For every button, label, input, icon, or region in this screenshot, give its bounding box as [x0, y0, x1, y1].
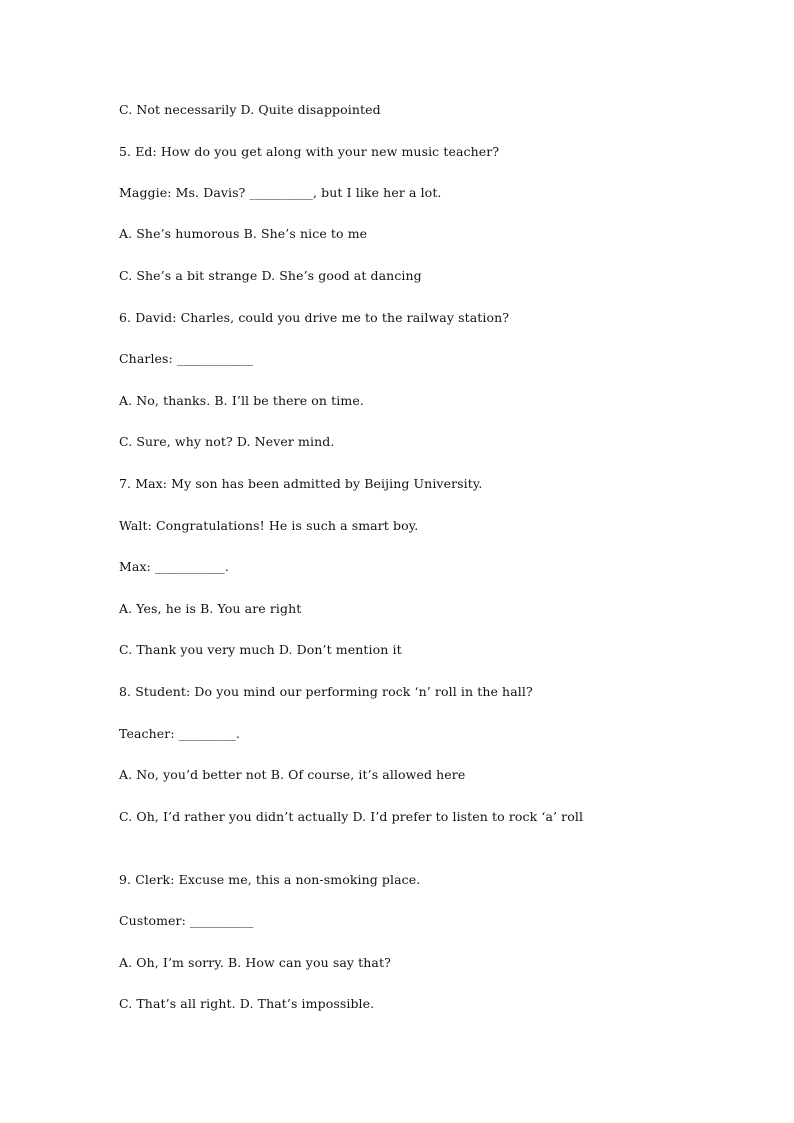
q6-options-cd: C. Sure, why not? D. Never mind.: [119, 434, 335, 449]
q5-response: Maggie: Ms. Davis? __________, but I like her a lot.: [119, 185, 442, 200]
q5-options-cd: C. She’s a bit strange D. She’s good at dancing: [119, 268, 422, 283]
q4-options-cd: C. Not necessarily D. Quite disappointed: [119, 102, 381, 117]
q9-response: Customer: __________: [119, 913, 254, 928]
q7-reply: Walt: Congratulations! He is such a smart boy.: [119, 518, 419, 533]
q7-options-cd: C. Thank you very much D. Don’t mention it: [119, 642, 402, 657]
q9-prompt: 9. Clerk: Excuse me, this a non-smoking place.: [119, 872, 421, 887]
q9-options-cd: C. That’s all right. D. That’s impossible.: [119, 996, 375, 1011]
q6-prompt: 6. David: Charles, could you drive me to the railway station?: [119, 310, 510, 325]
q7-options-ab: A. Yes, he is B. You are right: [119, 601, 302, 616]
q6-options-ab: A. No, thanks. B. I’ll be there on time.: [119, 393, 364, 408]
q6-response: Charles: ____________: [119, 351, 254, 366]
q9-options-ab: A. Oh, I’m sorry. B. How can you say that?: [119, 955, 391, 970]
q8-response: Teacher: _________.: [119, 726, 240, 741]
q8-options-ab: A. No, you’d better not B. Of course, it’s allowed here: [119, 767, 466, 782]
q7-prompt: 7. Max: My son has been admitted by Beijing University.: [119, 476, 483, 491]
q8-options-cd: C. Oh, I’d rather you didn’t actually D. I’d prefer to listen to rock ‘a’ roll: [119, 809, 584, 824]
q7-response: Max: ___________.: [119, 559, 229, 574]
q5-options-ab: A. She’s humorous B. She’s nice to me: [119, 226, 368, 241]
q5-prompt: 5. Ed: How do you get along with your new music teacher?: [119, 144, 500, 159]
q8-prompt: 8. Student: Do you mind our performing rock ‘n’ roll in the hall?: [119, 684, 533, 699]
